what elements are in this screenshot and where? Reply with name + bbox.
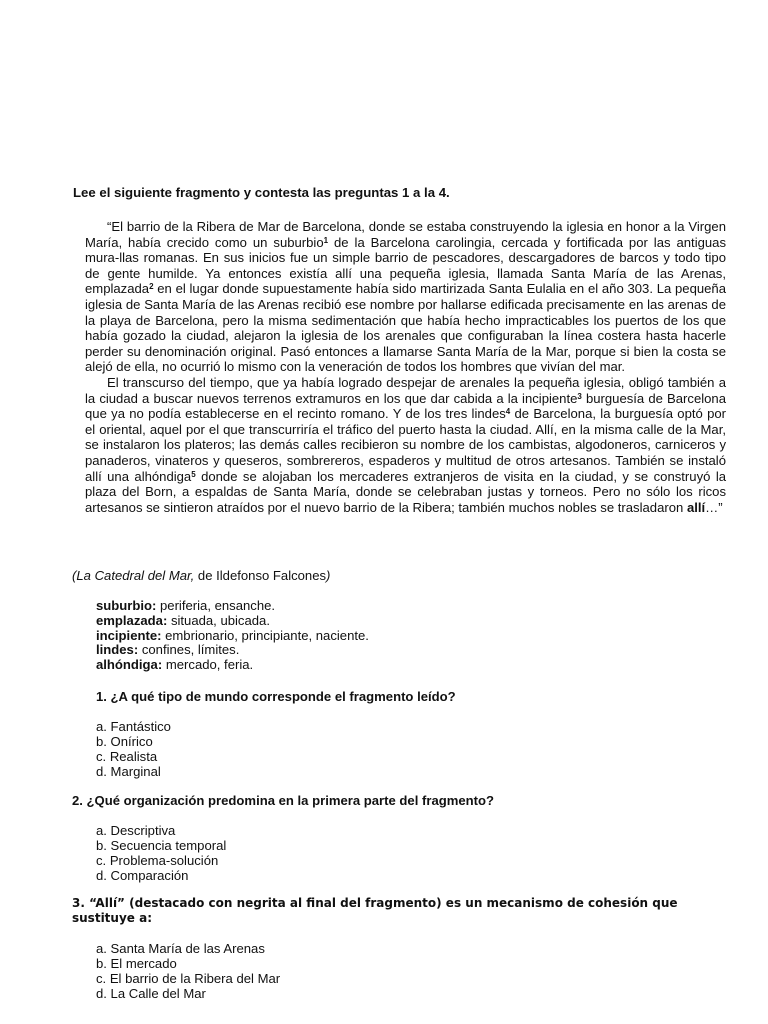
option-d: d. Marginal [96,764,161,779]
passage-text: burguesía de Barcelona que ya no podía establecerse en el recinto romano. Y de los tres lindes [85,390,726,422]
option-c: c. El barrio de la Ribera del Mar [96,971,281,986]
passage-text: donde se alojaban los mercaderes extranjeros de visita en la ciudad, y se construyó la plaza del Born, a espaldas de Santa María, donde se celebraban justas y torneos. Pero no sólo los ricos artesanos se sintieron atraídos por el nuevo barrio de la Ribera; también muchos nobles se trasladaron [85,468,727,515]
source-close-paren: ) [326,568,331,583]
option-c: c. Problema-solución [96,853,219,868]
passage-text: de Barcelona, la burguesía optó por el oriental, aquel por el que transcurriría el tráfico del puerto hasta la ciudad. Allí, en la misma calle de la Mar, se instalaron los plateros; las demás calles recibieron su nombre de los cambistas, algodoneros, carniceros y panaderos, vinateros y queseros, sombrereros, espaderos y multitud de otros artesanos. También se instaló allí una alhóndiga [85,406,727,484]
glossary-term: lindes: [96,642,139,658]
passage-text: de la Barcelona carolingia, cercada y fortificada por las antiguas mura-llas romanas. En sus inicios fue un simple barrio de pescadores, descargadores de barcos y todo tipo de gente humilde. Ya entonces existía allí una pequeña iglesia, llamada Santa María de las Arenas, emplazada [85,234,726,297]
glossary-definition: situada, ubicada. [167,612,270,628]
passage-text: en el lugar donde supuestamente había sido martirizada Santa Eulalia en el año 303. La pequeña iglesia de Santa María de las Arenas recibió ese nombre por hallarse edificada precisamente en las arenas de la playa de Barcelona, pero la misma sedimentación que había hecho impracticables los puertos de los que había gozado la ciudad, alejaron la iglesia de los arenales que configuraban la línea costera hasta hacerle perder su denominación original. Pasó entonces a llamarse Santa María de la Mar, porque si bien la costa se alejó de ella, no ocurrió lo mismo con la veneración de todos los hombres que vivían del mar. [85,281,726,375]
footnote-ref-1: 1 [323,235,329,245]
option-d: d. La Calle del Mar [96,986,206,1001]
question-1: 1. ¿A qué tipo de mundo corresponde el fragmento leído? [96,689,456,704]
option-b: b. Secuencia temporal [96,838,227,853]
option-b: b. El mercado [96,956,177,971]
glossary-definition: confines, límites. [138,642,240,658]
glossary-definition: periferia, ensanche. [156,598,276,613]
question-3-options [96,941,280,1001]
glossary-item [96,614,369,629]
footnote-ref-5: 5 [191,469,196,479]
option-a: a. Santa María de las Arenas [96,941,265,956]
source-open-paren: ( [72,568,77,583]
glossary-item [96,629,369,644]
glossary-term: suburbio: [96,598,157,613]
glossary-term: emplazada: [96,612,168,628]
passage [85,219,726,515]
glossary [96,599,369,673]
glossary-term: alhóndiga: [96,657,163,673]
highlighted-word-alli: allí [686,499,706,515]
option-a: a. Fantástico [96,719,171,734]
glossary-item [96,599,369,614]
option-d: d. Comparación [96,868,189,883]
footnote-ref-4: 4 [505,407,511,417]
instruction-heading: Lee el siguiente fragmento y contesta las preguntas 1 a la 4. [73,185,450,200]
glossary-term: incipiente: [96,627,162,643]
glossary-definition: embrionario, principiante, naciente. [161,627,369,643]
glossary-item [96,658,369,673]
footnote-ref-2: 2 [149,282,154,292]
source-citation [72,567,330,584]
passage-text: …” [705,499,723,515]
question-3: 3. “Allí” (destacado con negrita al final del fragmento) es un mecanismo de cohesión que sustituye a: [72,896,678,925]
passage-paragraph-2 [85,375,726,515]
passage-text: “El barrio de la Ribera de Mar de Barcelona, donde se estaba construyendo la iglesia en honor a la Virgen María, había crecido como un suburbio [85,219,726,250]
glossary-definition: mercado, feria. [162,657,254,673]
question-2-options [96,823,226,883]
option-b: b. Onírico [96,734,153,749]
source-title: La Catedral del Mar, [76,568,195,583]
source-author: de Ildefonso Falcones [194,568,327,583]
passage-paragraph-1 [85,219,726,375]
option-a: a. Descriptiva [96,823,176,838]
question-2: 2. ¿Qué organización predomina en la primera parte del fragmento? [72,793,494,808]
footnote-ref-3: 3 [577,391,582,401]
passage-text: El transcurso del tiempo, que ya había logrado despejar de arenales la pequeña iglesia, obligó también a la ciudad a buscar nuevos terrenos extramuros en los que dar cabida a la incipiente [85,374,726,406]
question-1-options [96,719,171,779]
option-c: c. Realista [96,749,158,764]
glossary-item [96,643,369,658]
